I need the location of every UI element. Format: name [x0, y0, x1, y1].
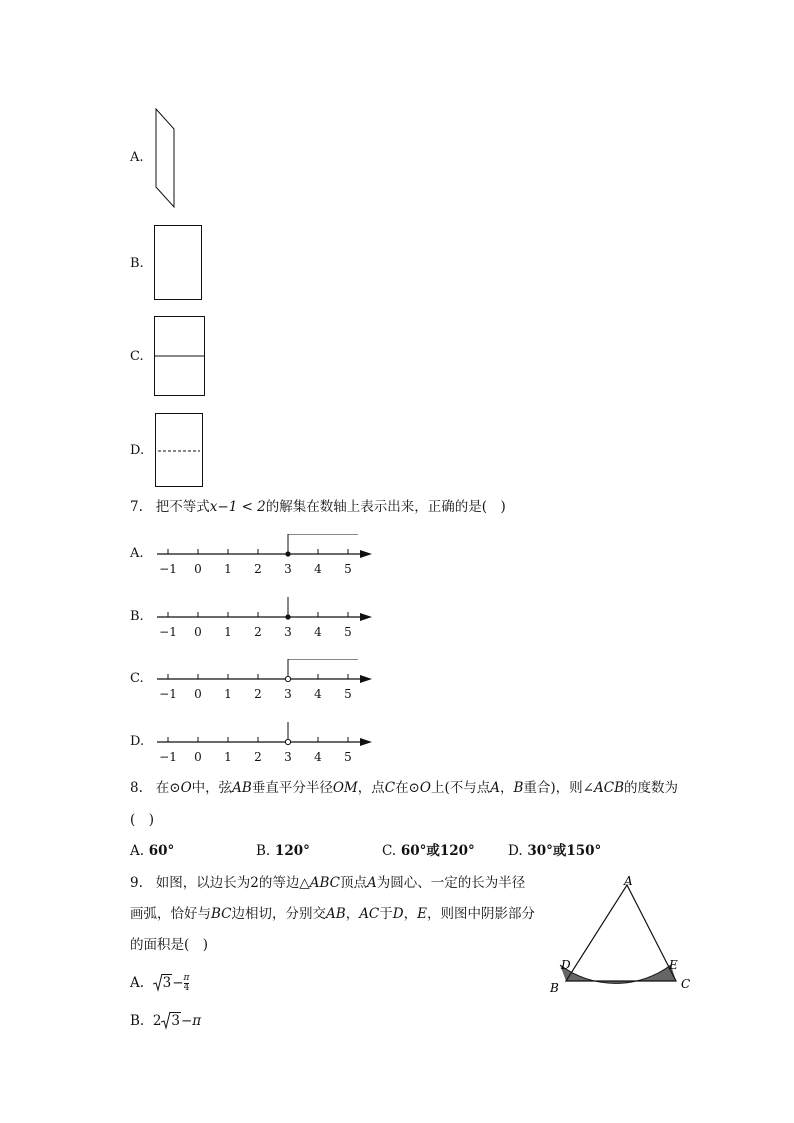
tick-label: 4	[314, 625, 322, 639]
tick-label: 5	[344, 625, 352, 639]
q8-option-a: A. 60°	[130, 843, 175, 859]
q6-option-d-rectangle-dashed-line	[153, 410, 207, 490]
tick-label: 2	[254, 687, 262, 701]
q8-number: 8.	[130, 780, 143, 796]
tick-label: 0	[194, 625, 202, 639]
tick-label: 2	[254, 625, 262, 639]
q7-option-label: B.	[130, 609, 144, 624]
vertex-label-a: A	[624, 874, 633, 888]
axis-arrow	[360, 738, 372, 746]
tick-label: 1	[224, 625, 232, 639]
q6-option-c-rectangle-solid-line	[151, 314, 208, 399]
q7-stem: 7. 把不等式x−1 < 2的解集在数轴上表示出来，正确的是( )	[130, 499, 506, 515]
q6-option-c-label: C.	[130, 349, 144, 364]
number-line	[150, 597, 390, 645]
tick-label: 1	[224, 687, 232, 701]
triangle-abc	[566, 885, 676, 981]
tick-label: 4	[314, 562, 322, 576]
tick-label: −1	[159, 625, 177, 639]
q6-option-b-rectangle	[152, 223, 206, 303]
open-endpoint	[285, 676, 290, 681]
tick-label: −1	[159, 562, 177, 576]
tick-label: 1	[224, 562, 232, 576]
q9-stem-line1: 9. 如图，以边长为2的等边△ABC顶点A为圆心、一定的长为半径	[130, 875, 526, 891]
q8-option-d: D. 30°或150°	[508, 843, 602, 859]
tick-label: 3	[284, 687, 292, 701]
tick-label: −1	[159, 750, 177, 764]
q6-option-d-label: D.	[130, 443, 145, 458]
q8-option-c: C. 60°或120°	[382, 843, 475, 859]
q7-option-label: A.	[130, 546, 144, 561]
axis-arrow	[360, 613, 372, 621]
fraction-pi-over-4: $\frac{\pi}{4}$	[183, 973, 190, 993]
q9-number: 9.	[130, 875, 143, 891]
tick-label: 4	[314, 687, 322, 701]
tick-label: 1	[224, 750, 232, 764]
number-line	[150, 722, 390, 770]
point-label-d: D	[561, 958, 571, 972]
q7-number: 7.	[130, 499, 143, 515]
sqrt-symbol: 3	[161, 1012, 181, 1030]
q6-option-b-label: B.	[130, 256, 144, 271]
axis-arrow	[360, 675, 372, 683]
q6-option-a-parallelogram	[150, 105, 180, 211]
q9-option-a: A. 3− $\frac{\pi}{4}$	[130, 973, 190, 993]
tick-label: 4	[314, 750, 322, 764]
q6-option-a-label: A.	[130, 150, 144, 165]
q9-stem-line3: 的面积是( )	[130, 937, 209, 953]
tick-label: 3	[284, 750, 292, 764]
tick-label: 0	[194, 687, 202, 701]
tick-label: 5	[344, 750, 352, 764]
solid-endpoint	[285, 551, 290, 556]
tick-label: −1	[159, 687, 177, 701]
tick-label: 3	[284, 562, 292, 576]
q9-stem-line2: 画弧，恰好与BC边相切，分别交AB，AC于D，E，则图中阴影部分	[130, 906, 535, 922]
q7-option-label: D.	[130, 734, 145, 749]
tick-label: 3	[284, 625, 292, 639]
tick-label: 2	[254, 750, 262, 764]
q8-stem-line1: 8. 在⊙O中，弦AB垂直平分半径OM，点C在⊙O上(不与点A，B重合)，则∠ACB的度数为	[130, 780, 678, 796]
vertex-label-b: B	[550, 981, 559, 995]
q9-triangle-figure	[545, 870, 705, 996]
sqrt-symbol: 3	[153, 974, 173, 992]
tick-label: 0	[194, 562, 202, 576]
number-line	[150, 659, 390, 707]
tick-label: 0	[194, 750, 202, 764]
q7-option-label: C.	[130, 671, 144, 686]
tick-label: 5	[344, 687, 352, 701]
q8-option-b: B. 120°	[256, 843, 310, 859]
open-endpoint	[285, 739, 290, 744]
solid-endpoint	[285, 614, 290, 619]
vertex-label-c: C	[681, 977, 691, 991]
q7-inequality: x−1 < 2	[209, 499, 266, 515]
q8-stem-line2: ( )	[130, 812, 155, 828]
axis-arrow	[360, 550, 372, 558]
point-label-e: E	[669, 958, 678, 972]
number-line	[150, 534, 390, 582]
q9-option-b: B. 2 3−π	[130, 1013, 202, 1029]
tick-label: 2	[254, 562, 262, 576]
tick-label: 5	[344, 562, 352, 576]
